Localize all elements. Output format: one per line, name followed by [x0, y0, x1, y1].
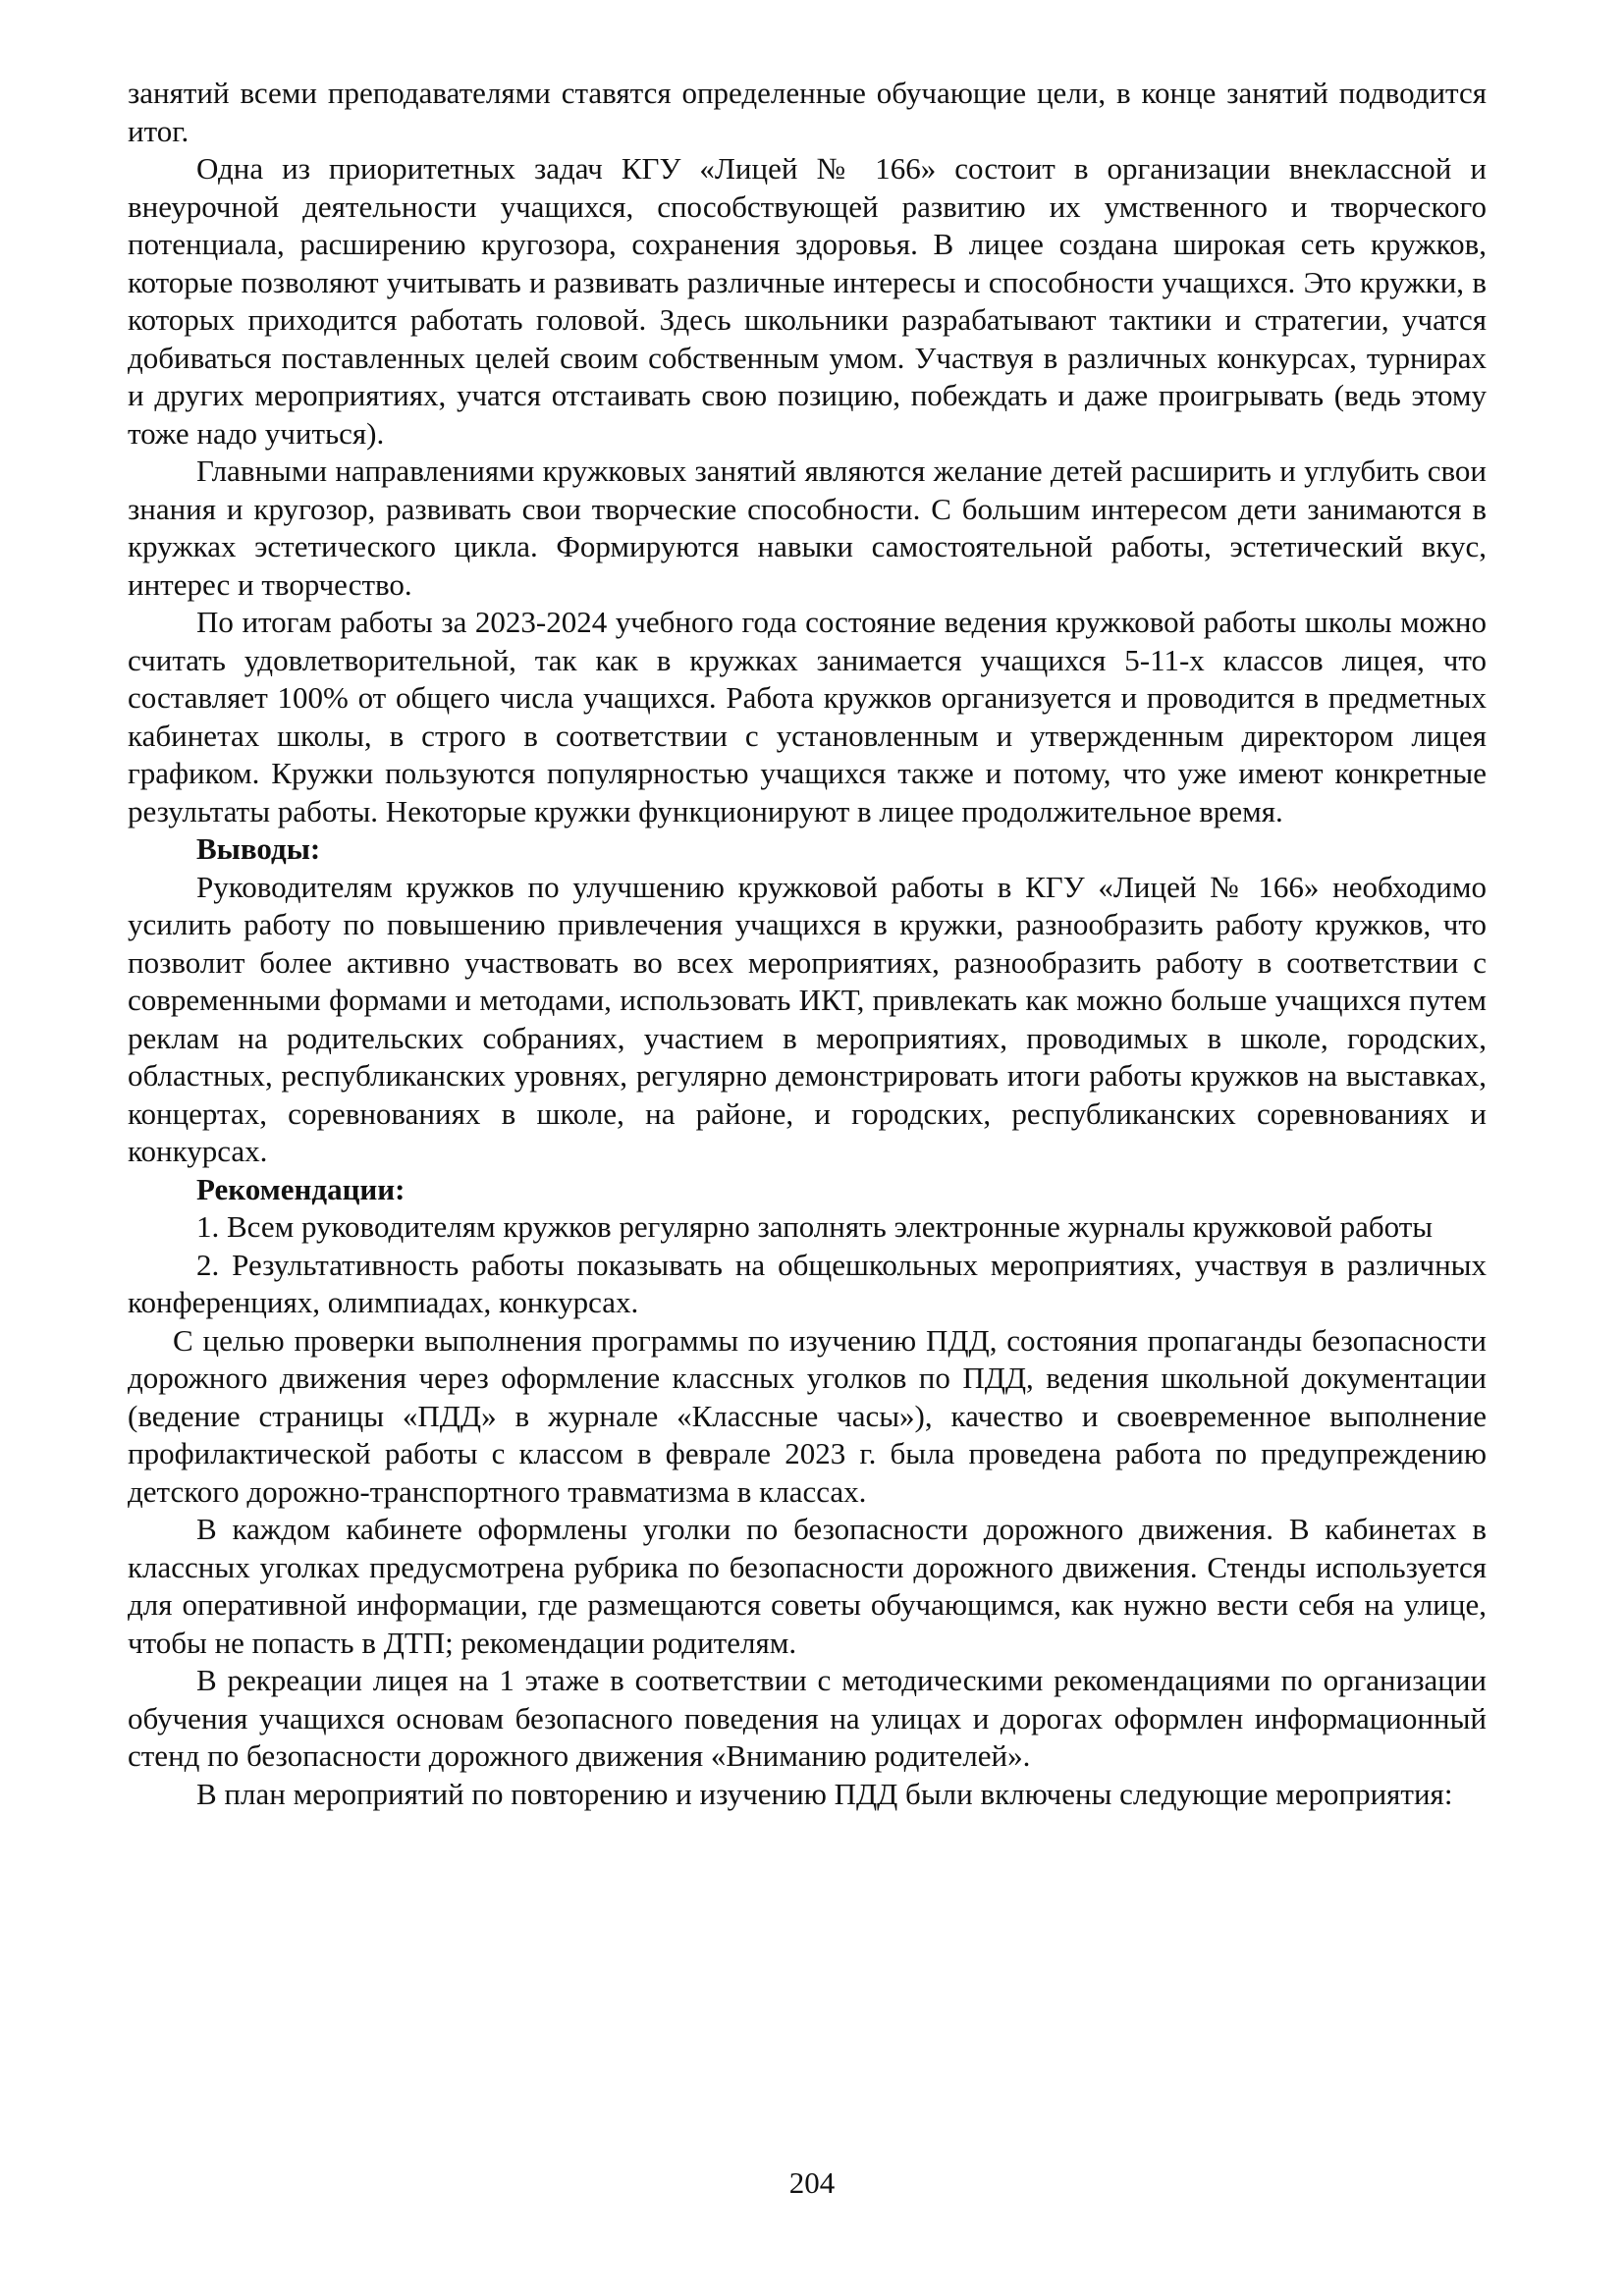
paragraph-traffic-rules-check: С целью проверки выполнения программы по изучению ПДД, состояния пропаганды безопасности дорожного движения через оформление классных уголков по ПДД, ведения школьной документации (ведение страницы «ПДД» в журнале «Классные часы»), качество и своевременное выполнение профилактической работы с классом в феврале 2023 г. была проведена работа по предупреждению детского дорожно-транспортного травматизма в классах. [128, 1322, 1487, 1509]
paragraph-recommendation-2: 2. Результативность работы показывать на общешкольных мероприятиях, участвуя в различных конференциях, олимпиадах, конкурсах. [128, 1247, 1487, 1319]
page-number: 204 [788, 2164, 836, 2200]
heading-conclusions: Выводы: [196, 831, 321, 866]
heading-recommendations: Рекомендации: [196, 1171, 406, 1206]
paragraph-year-results: По итогам работы за 2023-2024 учебного года состояние ведения кружковой работы школы можно считать удовлетворительной, так как в кружках занимается учащихся 5-11-х классов лицея, что составляет 100% от общего числа учащихся. Работа кружков организуется и проводится в предметных кабинетах школы, в строго в соответствии с установленным и утвержденным директором лицея графиком. Кружки пользуются популярностью учащихся также и потому, что уже имеют конкретные результаты работы. Некоторые кружки функционируют в лицее продолжительное время. [128, 605, 1487, 828]
paragraph-classroom-corners: В каждом кабинете оформлены уголки по безопасности дорожного движения. В кабинетах в классных уголках предусмотрена рубрика по безопасности дорожного движения. Стенды используется для оперативной информации, где размещаются советы обучающимся, как нужно вести себя на улице, чтобы не попасть в ДТП; рекомендации родителям. [128, 1512, 1487, 1660]
paragraph-recreation-stand: В рекреации лицея на 1 этаже в соответствии с методическими рекомендациями по организации обучения учащихся основам безопасного поведения на улицах и дорогах оформлен информационный стенд по безопасности дорожного движения «Вниманию родителей». [128, 1663, 1487, 1773]
page-footer [0, 2164, 1624, 2203]
paragraph-priority-tasks: Одна из приоритетных задач КГУ «Лицей № 166» состоит в организации внеклассной и внеурочной деятельности учащихся, способствующей развитию их умственного и творческого потенциала, расширению кругозора, сохранения здоровья. В лицее создана широкая сеть кружков, которые позволяют учитывать и развивать различные интересы и способности учащихся. Это кружки, в которых приходится работать головой. Здесь школьники разрабатывают тактики и стратегии, учатся добиваться поставленных целей своим собственным умом. Участвуя в различных конкурсах, турнирах и других мероприятиях, учатся отстаивать свою позицию, побеждать и даже проигрывать (ведь этому тоже надо учиться). [128, 151, 1487, 451]
paragraph-conclusions-body: Руководителям кружков по улучшению кружковой работы в КГУ «Лицей № 166» необходимо усилить работу по повышению привлечения учащихся в кружки, разнообразить работу кружков, что позволит более активно участвовать во всех мероприятиях, разнообразить работу в соответствии с современными формами и методами, использовать ИКТ, привлекать как можно больше учащихся путем реклам на родительских собраниях, участием в мероприятиях, проводимых в школе, городских, областных, республиканских уровнях, регулярно демонстрировать итоги работы кружков на выставках, концертах, соревнованиях в школе, на районе, и городских, республиканских соревнованиях и конкурсах. [128, 869, 1487, 1168]
paragraph-club-directions: Главными направлениями кружковых занятий являются желание детей расширить и углубить свои знания и кругозор, развивать свои творческие способности. С большим интересом дети занимаются в кружках эстетического цикла. Формируются навыки самостоятельной работы, эстетический вкус, интерес и творчество. [128, 454, 1487, 602]
paragraph-recommendation-1: 1. Всем руководителям кружков регулярно заполнять электронные журналы кружковой работы [196, 1209, 1434, 1244]
paragraph-plan-intro: В план мероприятий по повторению и изучению ПДД были включены следующие мероприятия: [196, 1776, 1453, 1811]
paragraph-lesson-goals: занятий всеми преподавателями ставятся определенные обучающие цели, в конце занятий подводится итог. [128, 76, 1487, 148]
